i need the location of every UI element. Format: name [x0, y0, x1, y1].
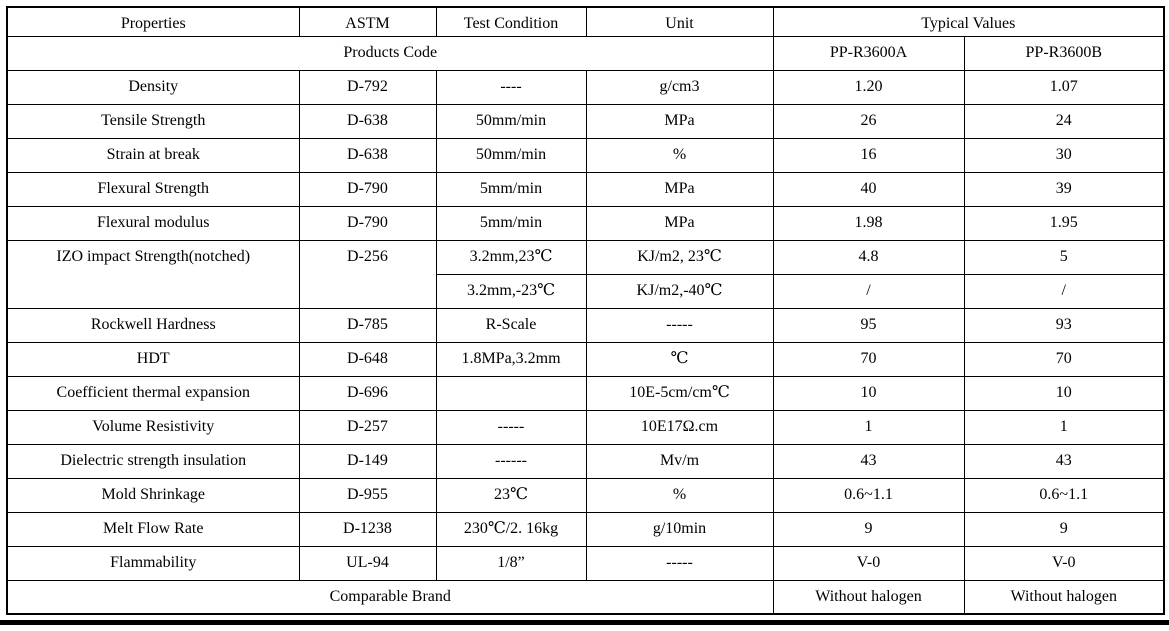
property-cell: Flammability — [7, 546, 299, 580]
astm-cell: D-638 — [299, 138, 436, 172]
unit-cell: KJ/m2, 23℃ — [586, 240, 773, 274]
value-b-cell: 39 — [964, 172, 1164, 206]
table-row — [7, 512, 1164, 546]
table-row — [7, 410, 1164, 444]
products-code-row — [7, 36, 1164, 70]
comparable-brand-row — [7, 580, 1164, 614]
astm-cell: UL-94 — [299, 546, 436, 580]
astm-cell: D-1238 — [299, 512, 436, 546]
test-condition-cell: 3.2mm,-23℃ — [436, 274, 586, 308]
astm-cell: D-955 — [299, 478, 436, 512]
value-a-cell: 4.8 — [773, 240, 964, 274]
col-header-astm: ASTM — [299, 7, 436, 36]
table-row — [7, 546, 1164, 580]
test-condition-cell: 3.2mm,23℃ — [436, 240, 586, 274]
bottom-rule — [0, 620, 1169, 625]
unit-cell: g/cm3 — [586, 70, 773, 104]
table-row — [7, 104, 1164, 138]
col-header-test-condition: Test Condition — [436, 7, 586, 36]
astm-cell: D-256 — [299, 240, 436, 308]
product-a-label: PP-R3600A — [773, 36, 964, 70]
unit-cell: MPa — [586, 104, 773, 138]
unit-cell: ----- — [586, 546, 773, 580]
spec-table — [6, 6, 1165, 615]
astm-cell: D-790 — [299, 172, 436, 206]
value-a-cell: 16 — [773, 138, 964, 172]
value-b-cell: 70 — [964, 342, 1164, 376]
table-row — [7, 478, 1164, 512]
astm-cell: D-638 — [299, 104, 436, 138]
value-a-cell: 95 — [773, 308, 964, 342]
value-b-cell: V-0 — [964, 546, 1164, 580]
test-condition-cell: R-Scale — [436, 308, 586, 342]
property-cell: IZO impact Strength(notched) — [7, 240, 299, 308]
property-cell: Mold Shrinkage — [7, 478, 299, 512]
value-a-cell: 43 — [773, 444, 964, 478]
value-b-cell: / — [964, 274, 1164, 308]
value-b-cell: 43 — [964, 444, 1164, 478]
property-cell: Rockwell Hardness — [7, 308, 299, 342]
value-b-cell: 0.6~1.1 — [964, 478, 1164, 512]
value-a-cell: 10 — [773, 376, 964, 410]
property-cell: Melt Flow Rate — [7, 512, 299, 546]
table-row — [7, 172, 1164, 206]
test-condition-cell: 23℃ — [436, 478, 586, 512]
unit-cell: 10E-5cm/cm℃ — [586, 376, 773, 410]
test-condition-cell: 1/8” — [436, 546, 586, 580]
astm-cell: D-790 — [299, 206, 436, 240]
value-b-cell: 10 — [964, 376, 1164, 410]
test-condition-cell: ----- — [436, 410, 586, 444]
unit-cell: Mv/m — [586, 444, 773, 478]
value-b-cell: 30 — [964, 138, 1164, 172]
value-b-cell: 5 — [964, 240, 1164, 274]
product-b-label: PP-R3600B — [964, 36, 1164, 70]
value-b-cell: 1.95 — [964, 206, 1164, 240]
table-row — [7, 342, 1164, 376]
unit-cell: ℃ — [586, 342, 773, 376]
table-row — [7, 376, 1164, 410]
unit-cell: KJ/m2,-40℃ — [586, 274, 773, 308]
property-cell: Flexural Strength — [7, 172, 299, 206]
property-cell: Dielectric strength insulation — [7, 444, 299, 478]
value-a-cell: 40 — [773, 172, 964, 206]
property-cell: Coefficient thermal expansion — [7, 376, 299, 410]
test-condition-cell: 1.8MPa,3.2mm — [436, 342, 586, 376]
test-condition-cell: ------ — [436, 444, 586, 478]
value-b-cell: 9 — [964, 512, 1164, 546]
property-cell: Tensile Strength — [7, 104, 299, 138]
unit-cell: ----- — [586, 308, 773, 342]
comparable-brand-value-a: Without halogen — [773, 580, 964, 614]
table-row — [7, 308, 1164, 342]
value-a-cell: 0.6~1.1 — [773, 478, 964, 512]
test-condition-cell: 5mm/min — [436, 206, 586, 240]
header-row — [7, 7, 1164, 36]
value-b-cell: 24 — [964, 104, 1164, 138]
unit-cell: g/10min — [586, 512, 773, 546]
value-a-cell: V-0 — [773, 546, 964, 580]
products-code-label: Products Code — [7, 36, 773, 70]
value-a-cell: / — [773, 274, 964, 308]
astm-cell: D-785 — [299, 308, 436, 342]
property-cell: Volume Resistivity — [7, 410, 299, 444]
test-condition-cell: 50mm/min — [436, 138, 586, 172]
test-condition-cell: 230℃/2. 16kg — [436, 512, 586, 546]
value-a-cell: 1.20 — [773, 70, 964, 104]
value-a-cell: 1.98 — [773, 206, 964, 240]
astm-cell: D-648 — [299, 342, 436, 376]
test-condition-cell: ---- — [436, 70, 586, 104]
table-row — [7, 138, 1164, 172]
table-row — [7, 240, 1164, 274]
comparable-brand-label: Comparable Brand — [7, 580, 773, 614]
property-cell: HDT — [7, 342, 299, 376]
table-row — [7, 206, 1164, 240]
unit-cell: 10E17Ω.cm — [586, 410, 773, 444]
value-b-cell: 1.07 — [964, 70, 1164, 104]
unit-cell: % — [586, 478, 773, 512]
astm-cell: D-149 — [299, 444, 436, 478]
property-cell: Flexural modulus — [7, 206, 299, 240]
unit-cell: MPa — [586, 206, 773, 240]
value-a-cell: 1 — [773, 410, 964, 444]
test-condition-cell: 5mm/min — [436, 172, 586, 206]
table-row — [7, 444, 1164, 478]
test-condition-cell: 50mm/min — [436, 104, 586, 138]
col-header-unit: Unit — [586, 7, 773, 36]
unit-cell: MPa — [586, 172, 773, 206]
col-header-typical-values: Typical Values — [773, 7, 1164, 36]
value-a-cell: 9 — [773, 512, 964, 546]
astm-cell: D-792 — [299, 70, 436, 104]
property-cell: Strain at break — [7, 138, 299, 172]
unit-cell: % — [586, 138, 773, 172]
value-b-cell: 1 — [964, 410, 1164, 444]
astm-cell: D-696 — [299, 376, 436, 410]
test-condition-cell — [436, 376, 586, 410]
value-a-cell: 26 — [773, 104, 964, 138]
value-b-cell: 93 — [964, 308, 1164, 342]
value-a-cell: 70 — [773, 342, 964, 376]
property-cell: Density — [7, 70, 299, 104]
table-row — [7, 70, 1164, 104]
comparable-brand-value-b: Without halogen — [964, 580, 1164, 614]
col-header-properties: Properties — [7, 7, 299, 36]
astm-cell: D-257 — [299, 410, 436, 444]
